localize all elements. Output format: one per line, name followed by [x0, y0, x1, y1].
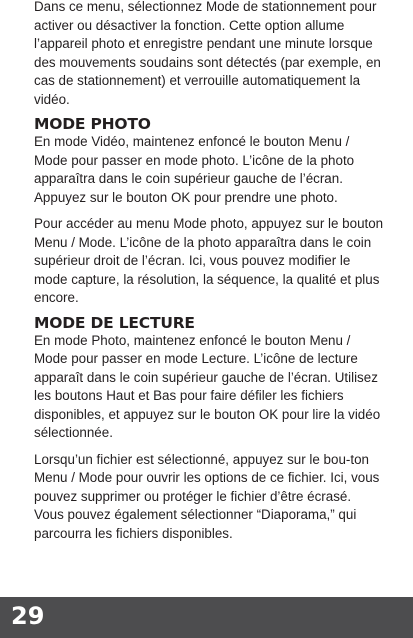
page-number: 29: [11, 602, 45, 630]
footer-bar: [0, 597, 413, 638]
section-mode-lecture: [34, 314, 384, 544]
mode-lecture-paragraph-2: Lorsqu’un fichier est sélectionné, appuyez sur le bou-ton Menu / Mode pour ouvrir les options de ce fichier. Ici, vous pouvez supprimer ou protéger le fichier d’être écrasé. Vous pouvez également sélectionner “Diaporama,” qui parcourra les fichiers disponibles.: [34, 451, 380, 541]
section-heading-mode-lecture: MODE DE LECTURE: [34, 313, 195, 332]
mode-photo-paragraph-2: Pour accéder au menu Mode photo, appuyez sur le bouton Menu / Mode. L’icône de la photo apparaîtra dans le coin supérieur droit de l’écran. Ici, vous pouvez modifier le mode capture, la résolution, la séquence, la qualité et plus encore.: [34, 216, 384, 305]
section-mode-photo: [34, 115, 384, 308]
section-heading-mode-photo: MODE PHOTO: [34, 115, 151, 133]
intro-paragraph: Dans ce menu, sélectionnez Mode de stationnement pour activer ou désactiver la fonction. Cette option allume l’appareil photo et enregistre pendant une minute lorsque des mouvements soudains sont détectés (par exemple, en cas de stationnement) et verrouille automatiquement la vidéo.: [34, 0, 381, 107]
mode-photo-paragraph-1: En mode Vidéo, maintenez enfoncé le bouton Menu / Mode pour passer en mode photo. L’icône de la photo apparaîtra dans le coin supérieur gauche de l’écran. Appuyez sur le bouton OK pour prendre une photo.: [34, 134, 355, 205]
page-content: [34, 0, 384, 543]
mode-lecture-paragraph-1: En mode Photo, maintenez enfoncé le bouton Menu / Mode pour passer en mode Lecture. L’icône de lecture apparaît dans le coin supérieur gauche de l’écran. Utilisez les boutons Haut et Bas pour faire défiler les fichiers disponibles, et appuyez sur le bouton OK pour lire la vidéo sélectionnée.: [34, 332, 381, 440]
